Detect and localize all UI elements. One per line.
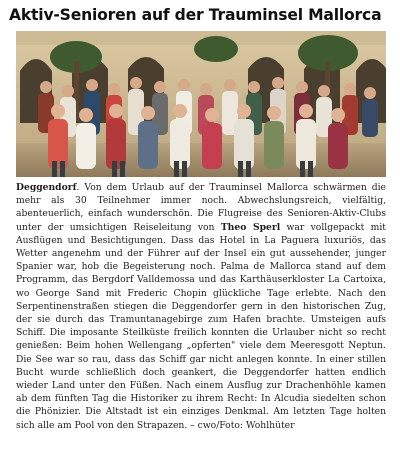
article-paragraph — [16, 181, 386, 432]
article-body — [16, 181, 386, 432]
headline: Aktiv-Senioren auf der Trauminsel Mallorca — [9, 6, 382, 24]
article-text-part-2: war vollgepackt mit Ausflügen und Besichtigungen. Dass das Hotel in La Paguera luxuriös, das Wetter angenehm und der Führer auf der Insel ein gut aussehender, junger Spanier war, hob die Begeisterung noch. Palma de Mallorca stand auf dem Programm, das Bergdorf Valldemossa und das Karthäuserkloster La Cartoixa, wo George Sand mit Frederic Chopin glückliche Tage erlebte. Nach den Serpentinenstraßen stiegen die Deggendorfer gern in den historischen Zug, der sie durch das Tramuntanagebirge zum Hafen brachte. Umsteigen aufs Schiff. Die imposante Steilküste freilich konnten die Urlauber nicht so recht genießen: Beim hohen Wellengang „opferten" viele dem Meeresgott Neptun. Die See war so rau, dass das Schiff gar nicht anlegen konnte. In einer stillen Bucht wurde schließlich doch geankert, die Deggendorfer hatten endlich wieder Land unter den Füßen. Nach einem Ausflug zur Drachenhöhle kamen ab dem fünften Tag die Historiker zu ihrem Recht: In Alcudia siedelten schon die Phönizier. Die Altstadt ist ein einziges Denkmal. Am letzten Tage holten sich alle am Pool von den Strapazen. — [16, 221, 386, 431]
byline: – cwo/Foto: Wohlhüter — [190, 419, 295, 431]
tour-guide-name: Theo Sperl — [220, 221, 281, 233]
dateline: Deggendorf — [16, 182, 77, 193]
article-text-part-1: . Von dem Urlaub auf der Trauminsel Mallorca schwärmen die mehr als 30 Teilnehmer immer noch. Abwechslungsreich, vielfältig, abenteuerlich, einfach wunderschön. Die Flugreise des Senioren-Aktiv-Clubs unter der umsichtigen Reiseleitung von — [16, 182, 386, 233]
group-photo — [16, 31, 386, 177]
